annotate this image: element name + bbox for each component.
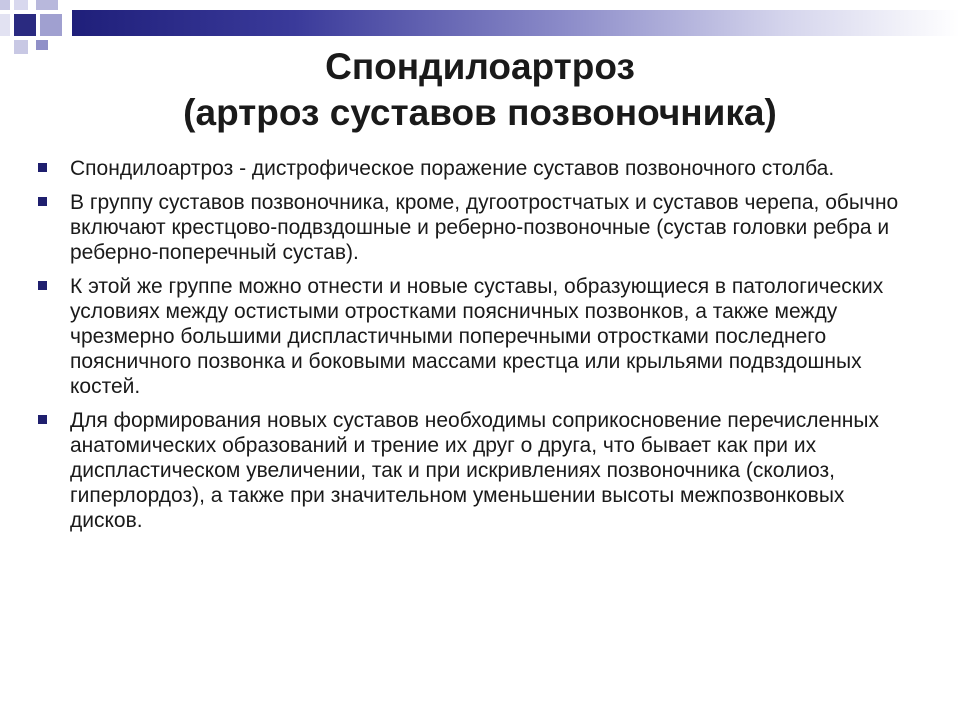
- decor-square: [14, 14, 36, 36]
- bullet-list: [38, 156, 918, 542]
- title-line-2: (артроз суставов позвоночника): [183, 92, 777, 133]
- header-gradient-bar: [72, 10, 960, 36]
- square-bullet-icon: [38, 415, 47, 424]
- title-line-1: Спондилоартроз: [325, 46, 635, 87]
- bullet-item: [38, 408, 918, 533]
- bullet-item: [38, 190, 918, 265]
- bullet-item: [38, 274, 918, 399]
- decor-square: [0, 14, 10, 36]
- bullet-text: Спондилоартроз - дистрофическое поражение суставов позвоночного столба.: [70, 157, 835, 180]
- slide-title: [0, 44, 960, 136]
- square-bullet-icon: [38, 197, 47, 206]
- decor-square: [14, 0, 28, 10]
- square-bullet-icon: [38, 281, 47, 290]
- bullet-text: В группу суставов позвоночника, кроме, дугоотростчатых и суставов черепа, обычно включают крестцово-подвздошные и реберно-позвоночные (сустав головки ребра и реберно-поперечный сустав).: [70, 191, 899, 264]
- decor-square: [0, 0, 10, 10]
- bullet-text: Для формирования новых суставов необходимы соприкосновение перечисленных анатомических образований и трение их друг о друга, что бывает как при их диспластическом увеличении, так и при искривлениях позвоночника (сколиоз, гиперлордоз), а также при значительном уменьшении высоты межпозвонковых дисков.: [70, 409, 879, 532]
- decor-square: [40, 14, 62, 36]
- square-bullet-icon: [38, 163, 47, 172]
- bullet-text: К этой же группе можно отнести и новые суставы, образующиеся в патологических условиях между остистыми отростками поясничных позвонков, а также между чрезмерно большими диспластичными поперечными отростками последнего поясничного позвонка и боковыми массами крестца или крыльями подвздошных костей.: [70, 275, 884, 398]
- decor-square: [36, 0, 58, 10]
- bullet-item: [38, 156, 918, 181]
